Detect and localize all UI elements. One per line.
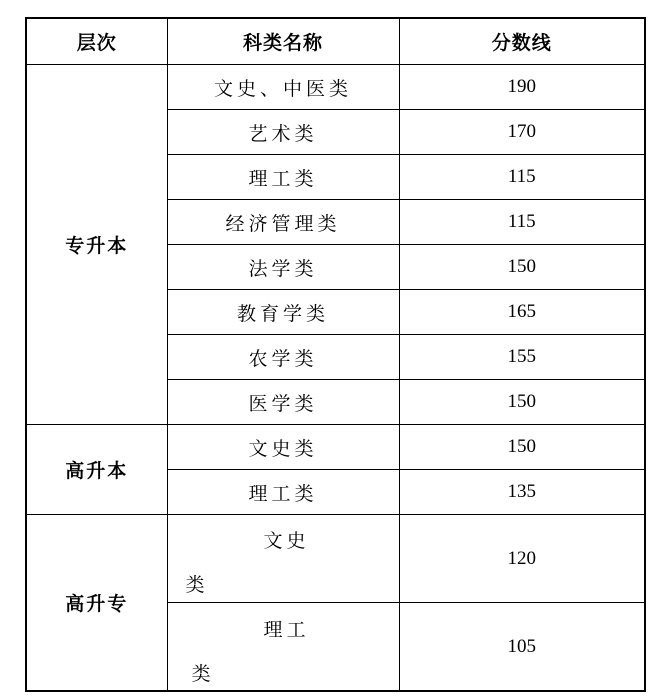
level-cell: 高升本 xyxy=(26,425,167,515)
score-cell: 165 xyxy=(399,290,645,335)
table-row xyxy=(26,65,645,110)
header-category: 科类名称 xyxy=(167,18,399,65)
category-line-2: 类 xyxy=(185,574,209,596)
score-cell: 150 xyxy=(399,245,645,290)
score-cell: 150 xyxy=(399,425,645,470)
category-cell xyxy=(167,515,399,603)
category-cell: 文史类 xyxy=(167,425,399,470)
category-line-2: 类 xyxy=(191,663,215,685)
category-cell: 农学类 xyxy=(167,335,399,380)
category-line-1: 文史 xyxy=(263,530,310,552)
score-cell: 135 xyxy=(399,470,645,515)
table-row xyxy=(26,515,645,603)
category-cell: 文史、中医类 xyxy=(167,65,399,110)
score-cell: 150 xyxy=(399,380,645,425)
score-cell: 120 xyxy=(399,515,645,603)
header-row xyxy=(26,18,645,65)
category-line-1: 理工 xyxy=(263,619,310,641)
score-cell: 155 xyxy=(399,335,645,380)
category-cell: 教育学类 xyxy=(167,290,399,335)
level-cell: 专升本 xyxy=(26,65,167,425)
header-score: 分数线 xyxy=(399,18,645,65)
score-cell: 105 xyxy=(399,603,645,692)
category-cell: 医学类 xyxy=(167,380,399,425)
header-level: 层次 xyxy=(26,18,167,65)
table-row xyxy=(26,425,645,470)
score-cell: 170 xyxy=(399,110,645,155)
score-cell: 115 xyxy=(399,155,645,200)
category-wrapped xyxy=(168,603,399,690)
category-cell: 理工类 xyxy=(167,155,399,200)
category-cell: 理工类 xyxy=(167,470,399,515)
category-cell: 经济管理类 xyxy=(167,200,399,245)
score-table xyxy=(25,17,646,692)
category-cell xyxy=(167,603,399,692)
score-cell: 190 xyxy=(399,65,645,110)
score-cell: 115 xyxy=(399,200,645,245)
category-cell: 艺术类 xyxy=(167,110,399,155)
category-wrapped xyxy=(168,515,399,602)
category-cell: 法学类 xyxy=(167,245,399,290)
level-cell: 高升专 xyxy=(26,515,167,692)
